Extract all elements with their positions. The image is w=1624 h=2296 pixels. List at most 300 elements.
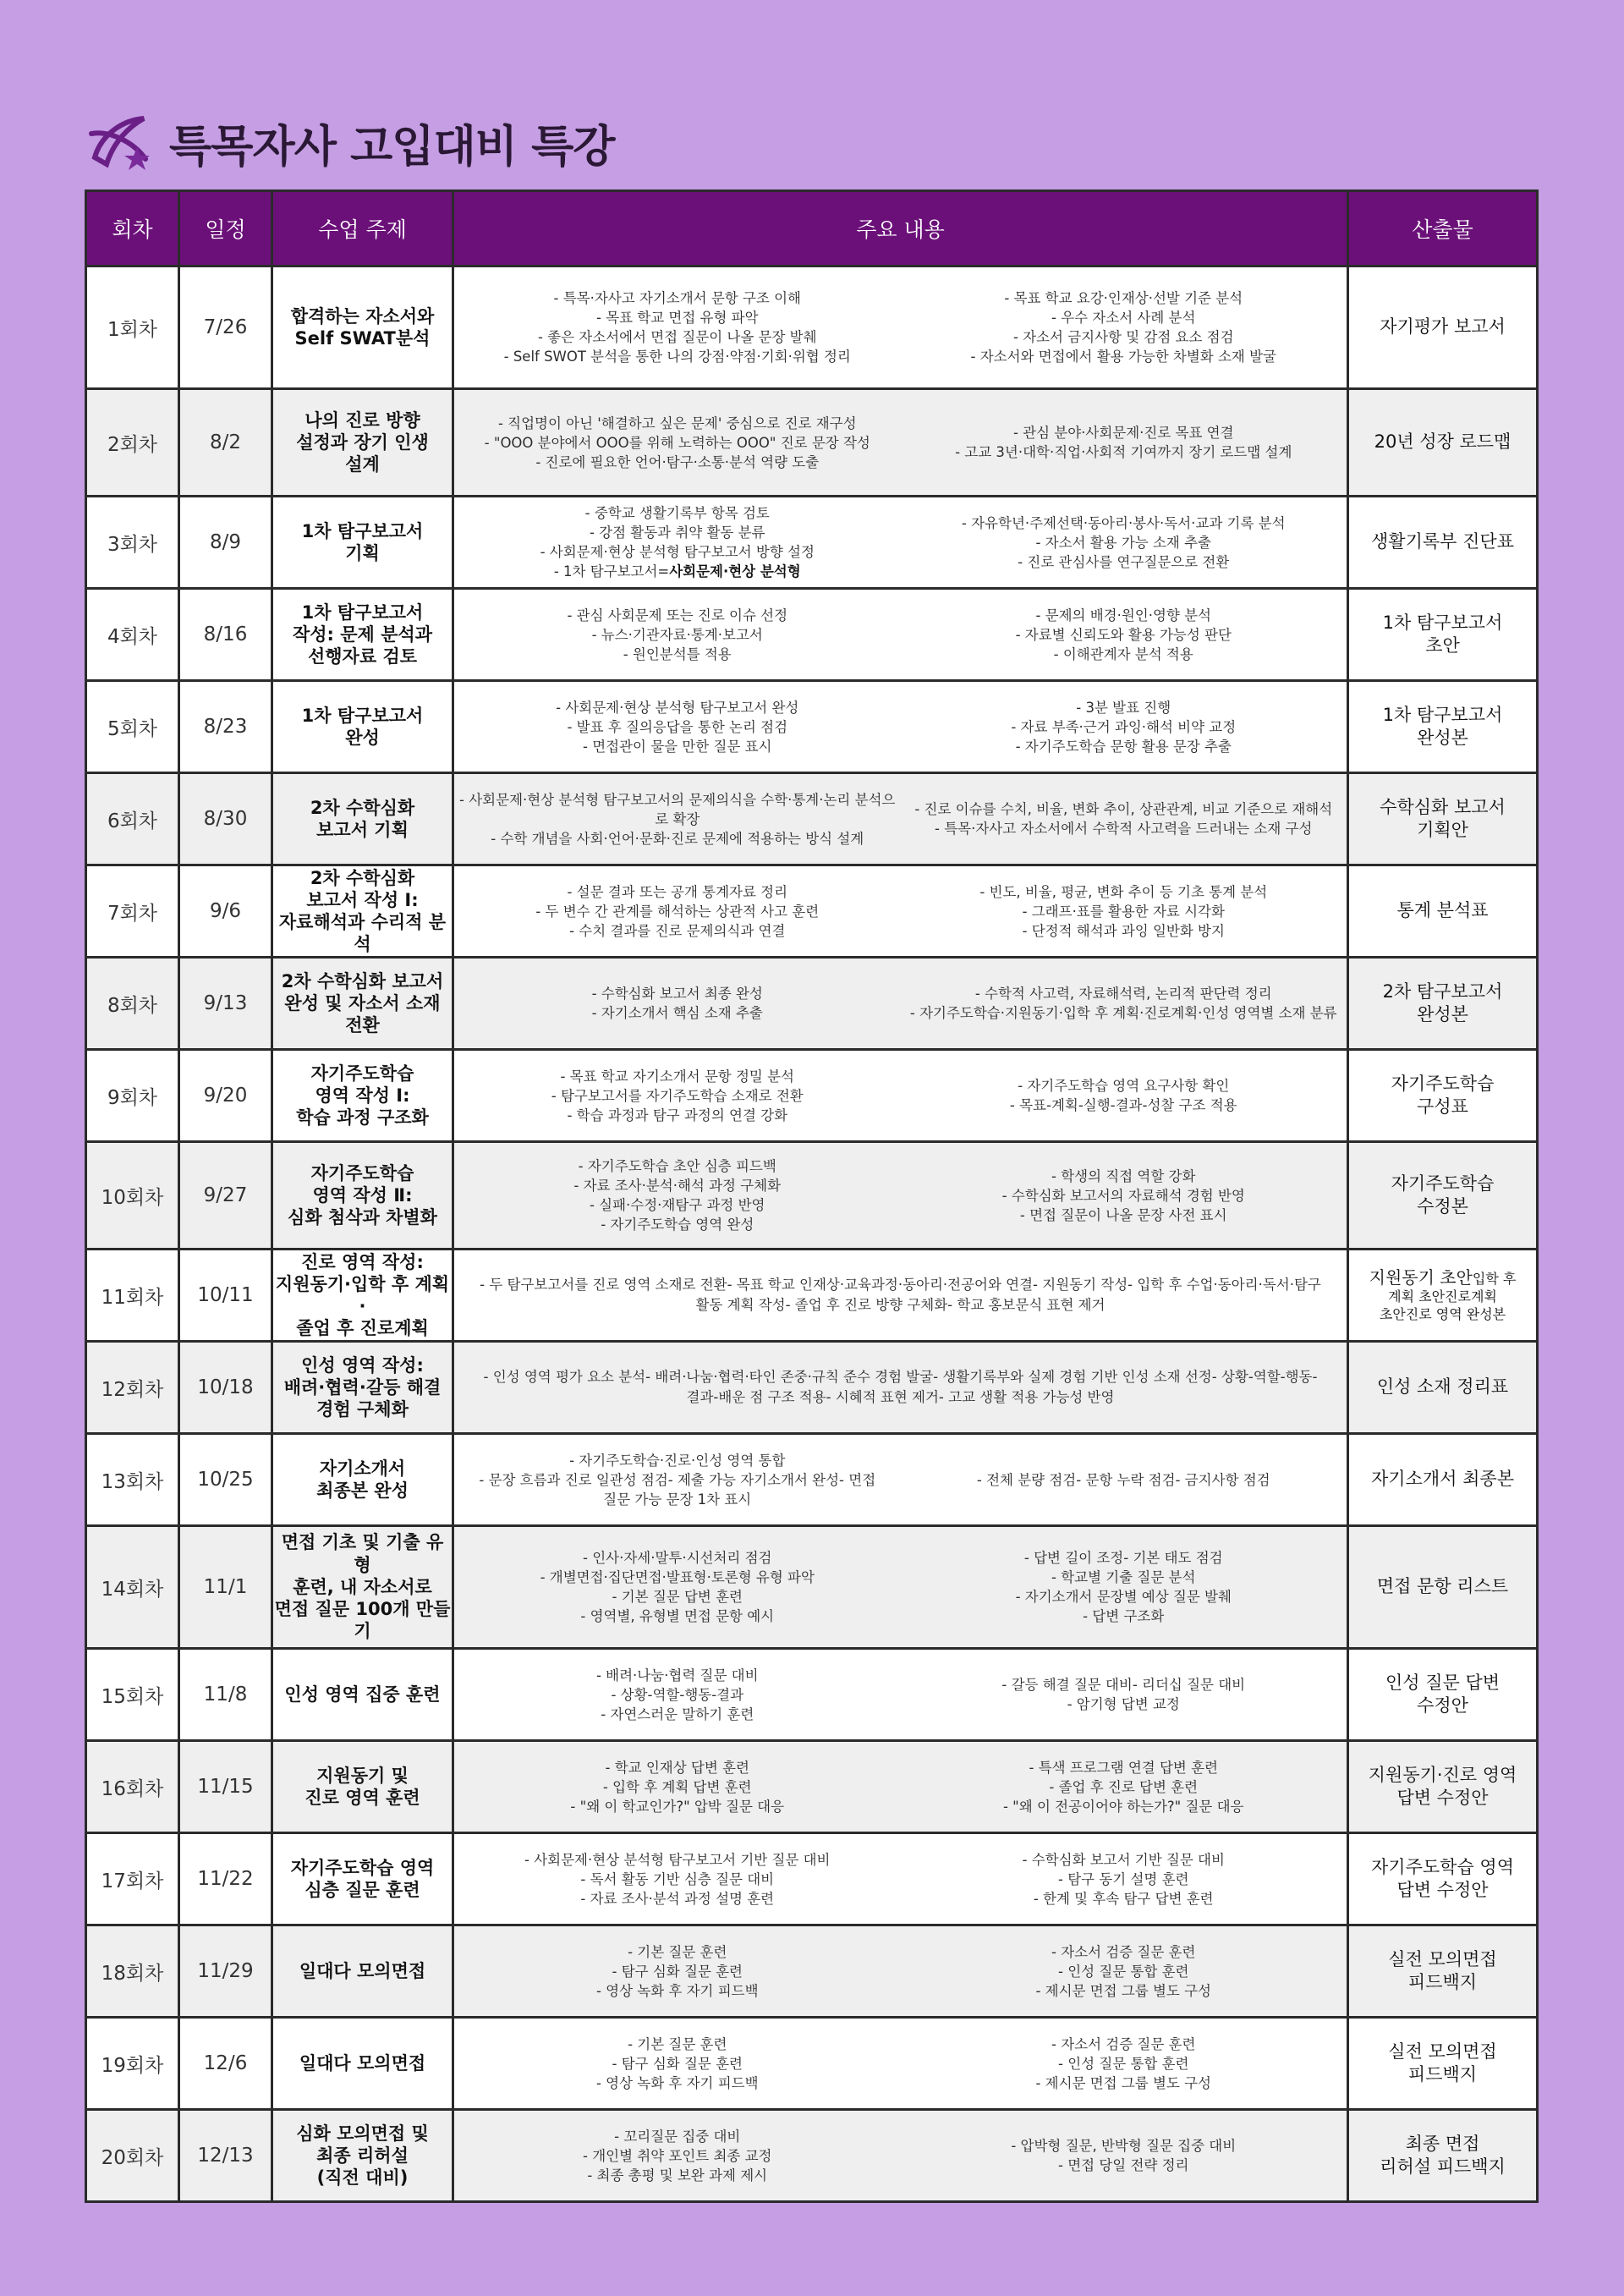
content-left-column xyxy=(454,984,901,1023)
output-line: 면접 문항 리스트 xyxy=(1376,1576,1509,1597)
output-line: 최종 면접 xyxy=(1405,2133,1480,2154)
topic-line: 일대다 모의면접 xyxy=(299,1960,426,1981)
content-item: - 상황-역할-행동-결과 xyxy=(611,1686,744,1703)
table-row xyxy=(86,865,1538,958)
session-cell: 14회차 xyxy=(86,1526,179,1649)
content-item: - 그래프·표를 활용한 자료 시각화 xyxy=(1022,903,1225,920)
topic-line: Self SWAT분석 xyxy=(294,328,431,349)
output-cell xyxy=(1348,865,1538,958)
content-item: - 자소서 활용 가능 소재 추출 xyxy=(1035,534,1211,551)
table-row xyxy=(86,389,1538,497)
topic-cell xyxy=(272,389,453,497)
content-right-column xyxy=(901,2136,1347,2175)
content-item: - 수학심화 보고서 기반 질문 대비 xyxy=(1022,1851,1225,1868)
topic-line: 자기소개서 xyxy=(319,1458,406,1479)
content-right-column xyxy=(901,1675,1347,1714)
topic-cell xyxy=(272,1526,453,1649)
table-row xyxy=(86,1050,1538,1142)
content-item: - 학교별 기출 질문 분석 xyxy=(1051,1569,1196,1585)
content-item: - 영상 녹화 후 자기 피드백 xyxy=(595,2074,759,2091)
table-row xyxy=(86,1833,1538,1925)
content-item: - 영상 녹화 후 자기 피드백 xyxy=(595,1982,759,1999)
session-cell: 3회차 xyxy=(86,497,179,589)
topic-line: 배려·협력·갈등 해결 xyxy=(283,1376,442,1398)
content-grid xyxy=(454,1850,1347,1909)
header-date: 일정 xyxy=(179,191,272,266)
content-item: - 면접관이 물을 만한 질문 표시 xyxy=(583,738,772,755)
content-item: - 탐구 동기 설명 훈련 xyxy=(1058,1870,1189,1887)
topic-line: 완성 및 자소서 소재 xyxy=(284,992,441,1013)
content-item: - 진로 이슈를 수치, 비율, 변화 추이, 상관관계, 비교 기준으로 재해석 xyxy=(914,801,1333,817)
content-grid xyxy=(454,503,1347,581)
table-row xyxy=(86,773,1538,865)
content-item: - 기본 질문 훈련 xyxy=(628,1943,727,1960)
content-item: - 사회문제·현상 분석형 탐구보고서 방향 설정 xyxy=(540,544,815,560)
topic-line: 2차 수학심화 xyxy=(310,867,415,888)
output-cell xyxy=(1348,2018,1538,2110)
content-grid xyxy=(454,1942,1347,2001)
topic-cell xyxy=(272,1649,453,1741)
content-item: - 문장 흐름과 진로 일관성 점검- 제출 가능 자기소개서 완성- 면접 xyxy=(479,1471,876,1488)
content-cell xyxy=(453,1741,1348,1833)
content-right-column xyxy=(901,1470,1347,1490)
output-line: 인성 소재 정리표 xyxy=(1376,1376,1509,1398)
content-cell xyxy=(453,681,1348,773)
header-content: 주요 내용 xyxy=(453,191,1348,266)
output-cell xyxy=(1348,1250,1538,1342)
content-right-column xyxy=(901,698,1347,756)
content-item: - 독서 활동 기반 심층 질문 대비 xyxy=(580,1870,775,1887)
session-cell: 9회차 xyxy=(86,1050,179,1142)
content-right-column xyxy=(901,799,1347,838)
output-line: 자기주도학습 영역 xyxy=(1371,1856,1514,1877)
topic-cell xyxy=(272,589,453,681)
content-item: - 입학 후 계획 답변 훈련 xyxy=(602,1778,752,1795)
content-item: - 압박형 질문, 반박형 질문 집중 대비 xyxy=(1011,2138,1237,2154)
session-cell: 7회차 xyxy=(86,865,179,958)
content-item: - 제시문 면접 그룹 별도 구성 xyxy=(1035,2074,1211,2091)
content-single xyxy=(454,1367,1347,1408)
content-right-column xyxy=(901,288,1347,366)
content-cell xyxy=(453,1250,1348,1342)
table-row xyxy=(86,1526,1538,1649)
content-item: - 면접 질문이 나올 문장 사전 표시 xyxy=(1019,1206,1227,1223)
content-item: - 자료 조사·분석·해석 과정 구체화 xyxy=(573,1178,782,1194)
topic-cell xyxy=(272,1342,453,1434)
content-item: - 두 변수 간 관계를 해석하는 상관적 사고 훈련 xyxy=(535,903,820,920)
content-right-column xyxy=(901,984,1347,1023)
output-tail: 입학 후 xyxy=(1472,1271,1517,1288)
output-line: 자기평가 보고서 xyxy=(1380,316,1506,338)
content-item: - 문제의 배경·원인·영향 분석 xyxy=(1035,607,1211,623)
topic-cell xyxy=(272,1142,453,1250)
output-cell xyxy=(1348,1741,1538,1833)
content-item: - 자연스러운 말하기 훈련 xyxy=(601,1706,754,1722)
content-right-column xyxy=(901,1758,1347,1816)
output-line: 수정본 xyxy=(1417,1196,1468,1217)
topic-line: 전환 xyxy=(345,1015,380,1036)
content-item: - 뉴스·기관자료·통계·보고서 xyxy=(591,626,763,643)
date-cell: 7/26 xyxy=(179,266,272,389)
content-item: - 빈도, 비율, 평균, 변화 추이 등 기초 통계 분석 xyxy=(979,883,1268,900)
topic-cell xyxy=(272,1050,453,1142)
content-grid xyxy=(454,1067,1347,1125)
output-line: 1차 탐구보고서 xyxy=(1382,612,1503,633)
content-left-column xyxy=(454,1758,901,1816)
content-item: - 최종 총평 및 보완 과제 제시 xyxy=(587,2167,768,2183)
output-lead: 지원동기 초안 xyxy=(1369,1267,1473,1288)
content-item: - 탐구 심화 질문 훈련 xyxy=(612,1963,743,1980)
topic-cell xyxy=(272,2110,453,2202)
content-grid xyxy=(454,1758,1347,1816)
table-row xyxy=(86,1925,1538,2018)
content-item: - 인성 질문 통합 훈련 xyxy=(1058,2055,1189,2072)
table-row xyxy=(86,497,1538,589)
content-item: - 중학교 생활기록부 항목 검토 xyxy=(584,505,770,521)
content-cell xyxy=(453,2018,1348,2110)
content-item: - 자기소개서 문장별 예상 질문 발췌 xyxy=(1015,1589,1232,1605)
session-cell: 6회차 xyxy=(86,773,179,865)
topic-cell xyxy=(272,958,453,1050)
content-item: - 영역별, 유형별 면접 문항 예시 xyxy=(580,1608,775,1624)
topic-cell xyxy=(272,1434,453,1526)
content-grid xyxy=(454,698,1347,756)
date-cell: 8/23 xyxy=(179,681,272,773)
table-row xyxy=(86,266,1538,389)
date-cell: 9/27 xyxy=(179,1142,272,1250)
table-row xyxy=(86,1741,1538,1833)
content-grid xyxy=(454,2127,1347,2185)
content-item: - 사회문제·현상 분석형 탐구보고서의 문제의식을 수학·통계·논리 분석으로 확장 xyxy=(459,791,896,827)
content-item: - 자기주도학습 영역 완성 xyxy=(601,1217,754,1233)
content-item: - 인성 영역 평가 요소 분석- 배려·나눔·협력·타인 존중·규칙 준수 경험 발굴- 생활기록부와 실제 경험 기반 인성 소재 선정- 상황-역할-행동- xyxy=(483,1369,1318,1385)
output-line: 완성본 xyxy=(1417,728,1468,748)
content-item: - 자소서 검증 질문 훈련 xyxy=(1051,1943,1196,1960)
topic-line: 합격하는 자소서와 xyxy=(290,305,435,327)
topic-line: 심화 첨삭과 차별화 xyxy=(288,1207,437,1228)
table-row xyxy=(86,1142,1538,1250)
output-line: 자기주도학습 xyxy=(1391,1173,1495,1194)
content-item: - 전체 분량 점검- 문항 누락 점검- 금지사항 점검 xyxy=(976,1471,1270,1488)
output-cell xyxy=(1348,1342,1538,1434)
topic-line: 면접 기초 및 기출 유형 xyxy=(281,1532,444,1575)
content-left-column xyxy=(454,1156,901,1234)
content-left-column xyxy=(454,414,901,472)
topic-line: 학습 과정 구조화 xyxy=(296,1107,429,1129)
topic-line: 2차 수학심화 xyxy=(310,797,415,818)
table-row xyxy=(86,1342,1538,1434)
output-cell xyxy=(1348,1142,1538,1250)
topic-line: 인성 영역 집중 훈련 xyxy=(284,1684,441,1705)
session-cell: 11회차 xyxy=(86,1250,179,1342)
output-line: 구성표 xyxy=(1417,1096,1468,1117)
output-line: 생활기록부 진단표 xyxy=(1371,531,1514,552)
topic-line: 졸업 후 진로계획 xyxy=(296,1318,429,1339)
topic-line: 최종 리허설 xyxy=(316,2145,409,2166)
date-cell: 11/1 xyxy=(179,1526,272,1649)
topic-line: 일대다 모의면접 xyxy=(299,2052,426,2074)
session-cell: 12회차 xyxy=(86,1342,179,1434)
content-item: - 기본 질문 답변 훈련 xyxy=(612,1589,743,1605)
date-cell: 12/6 xyxy=(179,2018,272,2110)
content-left-column xyxy=(454,1451,901,1509)
content-item: - 답변 구조화 xyxy=(1083,1608,1165,1624)
content-right-column xyxy=(901,1167,1347,1225)
content-left-column xyxy=(454,698,901,756)
content-item: - 배려·나눔·협력 질문 대비 xyxy=(595,1667,759,1684)
topic-line: 지원동기 및 xyxy=(316,1765,409,1786)
star-logo-icon xyxy=(85,108,157,176)
content-item: - 수학적 사고력, 자료해석력, 논리적 판단력 정리 xyxy=(974,986,1272,1002)
content-item: - 원인분석틀 적용 xyxy=(623,645,732,662)
content-item: - 한계 및 후속 탐구 답변 훈련 xyxy=(1033,1890,1214,1907)
output-cell xyxy=(1348,1925,1538,2018)
content-item: - 고교 3년·대학·직업·사회적 기여까지 장기 로드맵 설계 xyxy=(955,444,1292,460)
output-cell xyxy=(1348,1833,1538,1925)
date-cell: 10/11 xyxy=(179,1250,272,1342)
content-item: - 실패·수정·재탐구 과정 반영 xyxy=(589,1197,765,1213)
topic-cell xyxy=(272,681,453,773)
topic-line: 진로 영역 훈련 xyxy=(304,1788,420,1808)
topic-line: 선행자료 검토 xyxy=(307,646,418,667)
topic-cell xyxy=(272,773,453,865)
output-line: 실전 모의면접 xyxy=(1388,2041,1497,2062)
output-line: 수학심화 보고서 xyxy=(1380,796,1506,817)
session-cell: 20회차 xyxy=(86,2110,179,2202)
table-header-row xyxy=(86,191,1538,266)
topic-line: 자기주도학습 영역 xyxy=(290,1857,435,1878)
content-item: - 자소서 검증 질문 훈련 xyxy=(1051,2035,1196,2052)
content-item: - 관심 사회문제 또는 진로 이슈 선정 xyxy=(567,607,788,623)
content-item: - 직업명이 아닌 '해결하고 싶은 문제' 중심으로 진로 재구성 xyxy=(497,415,857,431)
topic-line: 작성: 문제 분석과 xyxy=(292,623,433,645)
content-item: - 학생의 직접 역할 강화 xyxy=(1051,1167,1196,1184)
output-line: 피드백지 xyxy=(1407,1972,1478,1992)
content-left-column xyxy=(454,2035,901,2093)
output-line: 초안 xyxy=(1425,635,1460,656)
topic-cell xyxy=(272,497,453,589)
content-item: - 두 탐구보고서를 진로 영역 소재로 전환- 목표 학교 인재상·교육과정·동아리·전공어와 연결- 지원동기 작성- 입학 후 수업·동아리·독서·탐구 xyxy=(480,1277,1321,1293)
table-row xyxy=(86,2018,1538,2110)
topic-line: 나의 진로 방향 xyxy=(304,409,420,431)
content-right-column xyxy=(901,2035,1347,2093)
output-line: 완성본 xyxy=(1417,1004,1468,1024)
output-line: 자기소개서 최종본 xyxy=(1371,1469,1514,1490)
output-cell xyxy=(1348,389,1538,497)
session-cell: 5회차 xyxy=(86,681,179,773)
output-cell xyxy=(1348,497,1538,589)
topic-line: 지원동기·입학 후 계획· xyxy=(275,1273,450,1316)
topic-line: 경험 구체화 xyxy=(316,1399,409,1420)
content-grid xyxy=(454,1156,1347,1234)
topic-cell xyxy=(272,1833,453,1925)
output-cell xyxy=(1348,2110,1538,2202)
content-grid xyxy=(454,2035,1347,2093)
content-left-column xyxy=(454,2127,901,2185)
output-line: 답변 수정안 xyxy=(1396,1788,1489,1808)
session-cell: 18회차 xyxy=(86,1925,179,2018)
date-cell: 9/20 xyxy=(179,1050,272,1142)
session-cell: 19회차 xyxy=(86,2018,179,2110)
content-item: - 관심 분야·사회문제·진로 목표 연결 xyxy=(1012,425,1234,441)
header-session: 회차 xyxy=(86,191,179,266)
content-item: - 강점 활동과 취약 활동 분류 xyxy=(589,525,765,541)
content-item: - 자기주도학습 영역 요구사항 확인 xyxy=(1018,1078,1230,1094)
content-item: - 이해관계자 분석 적용 xyxy=(1053,645,1193,662)
content-grid xyxy=(454,882,1347,941)
content-right-column xyxy=(901,606,1347,664)
content-cell xyxy=(453,958,1348,1050)
content-item: - 면접 당일 전략 정리 xyxy=(1058,2157,1189,2173)
topic-line: 영역 작성 Ⅰ: xyxy=(315,1085,410,1106)
content-item xyxy=(454,562,901,581)
date-cell: 8/30 xyxy=(179,773,272,865)
content-item: 결과-배운 점 구조 적용- 시혜적 표현 제거- 고교 생활 적용 가능성 반영 xyxy=(686,1389,1115,1405)
topic-line: 면접 질문 100개 만들기 xyxy=(274,1599,451,1642)
content-item: - 자료 조사·분석 과정 설명 훈련 xyxy=(580,1890,775,1907)
date-cell: 9/6 xyxy=(179,865,272,958)
session-cell: 10회차 xyxy=(86,1142,179,1250)
content-cell xyxy=(453,497,1348,589)
content-item-prefix: - 1차 탐구보고서= xyxy=(553,563,670,579)
date-cell: 8/2 xyxy=(179,389,272,497)
topic-line: 1차 탐구보고서 xyxy=(301,705,424,726)
content-item: - "왜 이 전공이어야 하는가?" 질문 대응 xyxy=(1002,1798,1244,1815)
content-grid xyxy=(454,1666,1347,1724)
content-cell xyxy=(453,1434,1348,1526)
content-left-column xyxy=(454,288,901,366)
content-item: - 학습 과정과 탐구 과정의 연결 강화 xyxy=(567,1107,788,1123)
content-item: - 인성 질문 통합 훈련 xyxy=(1058,1963,1189,1980)
content-item: - 자료 부족·근거 과잉·해석 비약 교정 xyxy=(1011,718,1237,735)
output-line: 지원동기·진로 영역 xyxy=(1368,1764,1517,1785)
session-cell: 16회차 xyxy=(86,1741,179,1833)
content-item: - 제시문 면접 그룹 별도 구성 xyxy=(1035,1982,1211,1999)
output-line: 실전 모의면접 xyxy=(1388,1948,1497,1969)
topic-line: 기획 xyxy=(345,543,380,563)
content-item: - 진로에 필요한 언어·탐구·소통·분석 역량 도출 xyxy=(535,453,820,470)
content-item: - 좋은 자소서에서 면접 질문이 나올 문장 발췌 xyxy=(537,329,817,345)
title-bar xyxy=(85,108,615,176)
content-item: - 암기형 답변 교정 xyxy=(1067,1696,1180,1712)
output-line xyxy=(1349,1266,1536,1288)
header-topic: 수업 주제 xyxy=(272,191,453,266)
topic-line: 1차 탐구보고서 xyxy=(301,601,424,623)
content-right-column xyxy=(901,1548,1347,1626)
topic-line: 설계 xyxy=(345,454,380,475)
content-item: - 설문 결과 또는 공개 통계자료 정리 xyxy=(567,883,788,900)
output-cell xyxy=(1348,958,1538,1050)
output-line: 20년 성장 로드맵 xyxy=(1374,431,1512,453)
content-item: - 기본 질문 훈련 xyxy=(628,2035,727,2052)
content-grid xyxy=(454,414,1347,472)
topic-line: 자기주도학습 xyxy=(310,1063,414,1084)
date-cell: 11/29 xyxy=(179,1925,272,2018)
content-item: - 자기주도학습 문항 활용 문장 추출 xyxy=(1015,738,1232,755)
content-item-bold: 사회문제·현상 분석형 xyxy=(669,563,801,579)
content-item: - 수학심화 보고서의 자료해석 경험 반영 xyxy=(1001,1187,1245,1204)
date-cell: 8/9 xyxy=(179,497,272,589)
content-cell xyxy=(453,389,1348,497)
content-cell xyxy=(453,1050,1348,1142)
content-cell xyxy=(453,589,1348,681)
content-item: - 자기주도학습·진로·인성 영역 통합 xyxy=(569,1452,786,1469)
content-cell xyxy=(453,266,1348,389)
date-cell: 11/8 xyxy=(179,1649,272,1741)
content-right-column xyxy=(901,1850,1347,1909)
content-item: - 자기주도학습 초안 심층 피드백 xyxy=(578,1158,776,1174)
topic-line: 진로 영역 작성: xyxy=(301,1251,424,1272)
topic-line: 보고서 기획 xyxy=(316,820,409,840)
content-grid xyxy=(454,984,1347,1023)
topic-cell xyxy=(272,1250,453,1342)
topic-line: 영역 작성 Ⅱ: xyxy=(312,1184,413,1206)
date-cell: 9/13 xyxy=(179,958,272,1050)
topic-line: 훈련, 내 자소서로 xyxy=(293,1576,432,1597)
content-item: - 사회문제·현상 분석형 탐구보고서 완성 xyxy=(556,699,799,716)
output-cell xyxy=(1348,589,1538,681)
content-item: - 특목·자사고 자소서에서 수학적 사고력을 드러내는 소재 구성 xyxy=(935,821,1313,837)
date-cell: 11/22 xyxy=(179,1833,272,1925)
topic-line: 최종본 완성 xyxy=(316,1480,409,1501)
content-left-column xyxy=(454,790,901,849)
output-line: 통계 분석표 xyxy=(1396,900,1489,921)
date-cell: 10/18 xyxy=(179,1342,272,1434)
topic-line: 심층 질문 훈련 xyxy=(304,1880,420,1900)
topic-line: 1차 탐구보고서 xyxy=(301,520,424,541)
topic-cell xyxy=(272,1925,453,2018)
topic-line: 설정과 장기 인생 xyxy=(296,431,429,453)
content-item: - 자소서와 면접에서 활용 가능한 차별화 소재 발굴 xyxy=(970,349,1276,365)
table-row xyxy=(86,1434,1538,1526)
content-item: - 특목·자사고 자기소개서 문항 구조 이해 xyxy=(553,290,801,306)
schedule-table xyxy=(85,190,1539,2203)
content-item: - 목표-계획-실행-결과-성찰 구조 적용 xyxy=(1009,1097,1237,1113)
output-cell xyxy=(1348,1526,1538,1649)
content-right-column xyxy=(901,1942,1347,2001)
output-line: 답변 수정안 xyxy=(1396,1880,1489,1900)
content-item: - 진로 관심사를 연구질문으로 전환 xyxy=(1018,553,1230,570)
output-line: 2차 탐구보고서 xyxy=(1382,980,1503,1002)
content-cell xyxy=(453,1925,1348,2018)
topic-line: (직전 대비) xyxy=(316,2167,409,2189)
content-item: - 탐구보고서를 자기주도학습 소재로 전환 xyxy=(551,1087,804,1104)
content-item: - 자료별 신뢰도와 활용 가능성 판단 xyxy=(1015,626,1232,643)
table-row xyxy=(86,2110,1538,2202)
content-item: 활동 계획 작성- 졸업 후 진로 방향 구체화- 학교 홍보문식 표현 제거 xyxy=(695,1297,1106,1313)
content-item: - "OOO 분야에서 OOO를 위해 노력하는 OOO" 진로 문장 작성 xyxy=(484,434,870,451)
output-line: 1차 탐구보고서 xyxy=(1382,704,1503,725)
topic-cell xyxy=(272,266,453,389)
content-right-column xyxy=(901,1076,1347,1115)
output-line: 인성 질문 답변 xyxy=(1385,1672,1501,1693)
content-item: - 갈등 해결 질문 대비- 리더십 질문 대비 xyxy=(1001,1677,1246,1693)
content-item: - 목표 학교 면접 유형 파악 xyxy=(595,310,759,326)
table-row xyxy=(86,589,1538,681)
session-cell: 13회차 xyxy=(86,1434,179,1526)
content-cell xyxy=(453,1833,1348,1925)
topic-line: 인성 영역 작성: xyxy=(301,1354,424,1376)
content-item: - 인사·자세·말투·시선처리 점검 xyxy=(583,1550,772,1566)
date-cell: 11/15 xyxy=(179,1741,272,1833)
content-left-column xyxy=(454,1067,901,1125)
content-cell xyxy=(453,1342,1348,1434)
date-cell: 12/13 xyxy=(179,2110,272,2202)
output-cell xyxy=(1348,773,1538,865)
output-line: 피드백지 xyxy=(1407,2064,1478,2085)
content-item: - 개인별 취약 포인트 최종 교정 xyxy=(583,2147,772,2164)
content-item: - 목표 학교 자기소개서 문항 정밀 분석 xyxy=(560,1068,794,1085)
